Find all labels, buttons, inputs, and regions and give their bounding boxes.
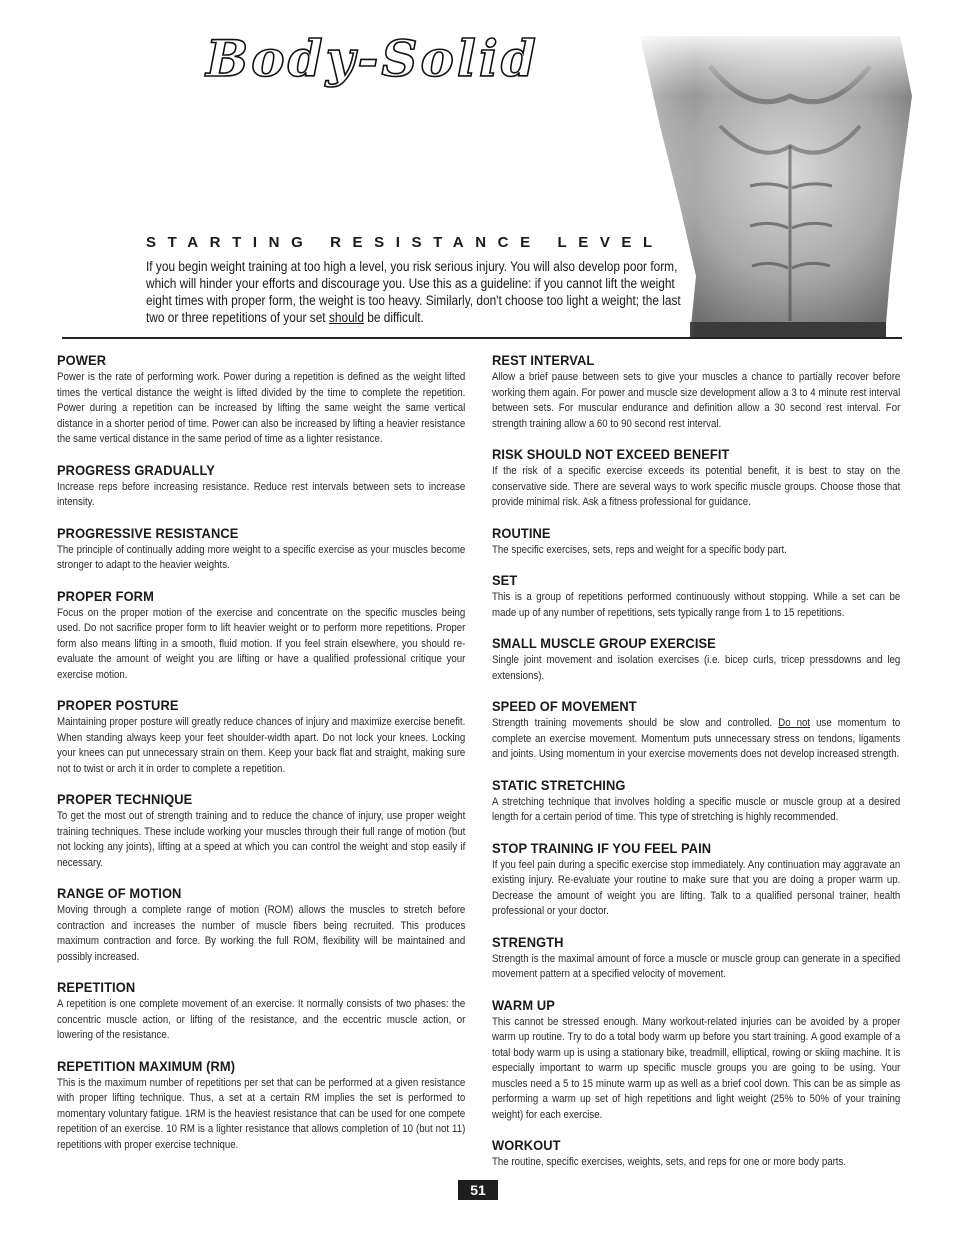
intro-text-part-2: be difficult. bbox=[363, 310, 424, 325]
glossary-term: RANGE OF MOTION bbox=[57, 885, 182, 901]
glossary-entry bbox=[57, 588, 465, 684]
section-intro bbox=[146, 258, 686, 326]
glossary-entry bbox=[492, 572, 900, 621]
glossary-term: SPEED OF MOVEMENT bbox=[492, 698, 637, 714]
glossary-left-column bbox=[57, 352, 465, 1167]
glossary-definition: Increase reps before increasing resistance. Reduce rest intervals between sets to increase intensity. bbox=[57, 480, 466, 508]
glossary-term: SMALL MUSCLE GROUP EXERCISE bbox=[492, 635, 716, 651]
glossary-entry bbox=[57, 525, 465, 574]
glossary-term: PROGRESSIVE RESISTANCE bbox=[57, 524, 239, 541]
glossary-entry bbox=[492, 352, 900, 432]
definition-emphasis: Do not bbox=[778, 717, 811, 729]
glossary-definition: To get the most out of strength training and to reduce the chance of injury, use proper weight training techniques. These include working your muscles through their full range of motion (but not locking any joints), lifting at a speed at which you can control the weight and stop easily if necessary. bbox=[57, 810, 466, 869]
glossary-entry bbox=[492, 777, 900, 826]
glossary-term: WORKOUT bbox=[492, 1137, 561, 1153]
glossary-entry bbox=[492, 840, 900, 920]
glossary-definition: Focus on the proper motion of the exercise and concentrate on the specific muscles being used. Do not sacrifice proper form to lift heavier weight or to perform more repetitions. Proper form also means lifting in a smooth, fluid motion. If you feel strain elsewhere, you should re-evaluate the amount of weight you are lifting or have a qualified professional critique your exercise motion. bbox=[57, 606, 466, 681]
glossary-entry bbox=[492, 698, 900, 763]
glossary-definition: The routine, specific exercises, weights, sets, and reps for one or more body parts. bbox=[492, 1156, 847, 1168]
section-divider bbox=[62, 337, 902, 339]
glossary-entry bbox=[57, 1058, 465, 1154]
section-title: STARTING RESISTANCE LEVEL bbox=[146, 234, 664, 251]
glossary-entry bbox=[57, 979, 465, 1044]
glossary-term: PROPER TECHNIQUE bbox=[57, 791, 193, 807]
intro-text-part-1: If you begin weight training at too high a level, you risk serious injury. You will also develop poor form, which will hinder your efforts and discourage you. Use this as a guideline: if you cannot lift the weight eight times with proper form, the weight is too heavy. Similarly, don't choose too light a weight; the last two or three repetitions of your set bbox=[146, 259, 681, 325]
glossary-entry bbox=[57, 462, 465, 511]
glossary-definition: If you feel pain during a specific exercise stop immediately. Any continuation may aggravate an existing injury. Re-evaluate your routine to make sure that you are doing a proper warm up. Decrease the amount of weight you are lifting. Talk to a qualified personal trainer, health professional or your doctor. bbox=[492, 858, 901, 917]
glossary-entry bbox=[492, 934, 900, 983]
glossary-entry bbox=[492, 525, 900, 559]
glossary-entry bbox=[492, 997, 900, 1124]
glossary-definition: If the risk of a specific exercise exceeds its potential benefit, it is best to stay on the conservative side. There are several ways to work specific muscle groups. Choose those that provide minimal risk. Ask a fitness professional for guidance. bbox=[492, 465, 901, 508]
glossary-definition: Single joint movement and isolation exercises (i.e. bicep curls, tricep pressdowns and leg extensions). bbox=[492, 654, 901, 682]
glossary-right-column bbox=[492, 352, 900, 1185]
glossary-term: RISK SHOULD NOT EXCEED BENEFIT bbox=[492, 446, 730, 462]
glossary-term: STOP TRAINING IF YOU FEEL PAIN bbox=[492, 839, 712, 856]
glossary-definition: Allow a brief pause between sets to give your muscles a chance to partially recover before working them again. For power and muscle size development allow a 3 to 4 minute rest interval between sets. For muscular endurance and definition allow a 30 second rest interval. For strength training allow a 60 to 90 second rest interval. bbox=[492, 371, 901, 430]
starting-resistance-section bbox=[146, 234, 686, 326]
glossary-entry bbox=[57, 885, 465, 965]
glossary-definition bbox=[492, 716, 900, 763]
glossary-term: PROPER POSTURE bbox=[57, 697, 179, 713]
glossary-term: REPETITION MAXIMUM (RM) bbox=[57, 1057, 236, 1074]
glossary-definition: Maintaining proper posture will greatly reduce chances of injury and maximize exercise benefit. When standing always keep your feet shoulder-width apart. Do not lock your knees. Locking your knees can put unnecessary strain on them. Keep your back flat and straight, making sure not to twist or arch it in order to complete a repetition. bbox=[57, 716, 466, 775]
page-number: 51 bbox=[458, 1180, 498, 1200]
glossary-term: SET bbox=[492, 572, 518, 588]
glossary-term: REPETITION bbox=[57, 979, 136, 995]
glossary-term: ROUTINE bbox=[492, 524, 551, 541]
definition-part-1: Strength training movements should be slow and controlled. bbox=[492, 717, 779, 729]
glossary-term: POWER bbox=[57, 352, 107, 368]
glossary-term: STRENGTH bbox=[492, 933, 564, 950]
glossary-entry bbox=[57, 697, 465, 777]
definition-part-2: use momentum to complete an exercise movement. Momentum puts unnecessary stress on tendons, ligaments and joints. Using momentum in your exercise movements does not develop increased strength. bbox=[492, 717, 901, 760]
glossary-term: STATIC STRETCHING bbox=[492, 776, 626, 793]
glossary-definition: This is a group of repetitions performed continuously without stopping. While a set can be made up of any number of repetitions, sets typically range from 1 to 15 repetitions. bbox=[492, 591, 901, 619]
glossary-definition: This is the maximum number of repetitions per set that can be performed at a given resistance with proper lifting technique. Thus, a set at a certain RM implies the set is performed to momentary voluntary fatigue. 1RM is the heaviest resistance that can be used for one compete repetition of an exercise. 10 RM is a lighter resistance that allows completion of 10 (but not 11) repetitions with proper exercise technique. bbox=[57, 1076, 466, 1151]
glossary-definition: A stretching technique that involves holding a specific muscle or muscle group at a desired length for a certain period of time. This type of stretching is highly recommended. bbox=[492, 795, 901, 823]
glossary-definition: Moving through a complete range of motion (ROM) allows the muscles to stretch before contraction and increases the number of muscle fibers being recruited. This produces maximum contraction and force. By working the full ROM, flexibility will be maintained and possibly increased. bbox=[57, 904, 466, 963]
glossary-entry bbox=[57, 791, 465, 871]
glossary-term: WARM UP bbox=[492, 996, 555, 1013]
glossary-term: REST INTERVAL bbox=[492, 352, 595, 368]
glossary-definition: A repetition is one complete movement of an exercise. It normally consists of two phases: the concentric muscle action, or lifting of the resistance, and the eccentric muscle action, or lowering of the resistance. bbox=[57, 998, 466, 1041]
glossary-definition: This cannot be stressed enough. Many workout-related injuries can be avoided by a proper warm up routine. Try to do a total body warm up before you start training. A good example of a total body warm up is using a stationary bike, treadmill, elliptical, rowing or skiing machine. It is especially important to warm up specific muscle groups you are going to be using. Your muscles need a 5 to 15 minute warm up as well as a brief cool down. This can be as simple as performing a warm up set of high repetitions and light weight (25% to 50% of your training weight) for each exercise. bbox=[492, 1015, 901, 1121]
glossary-entry bbox=[492, 446, 900, 511]
logo-text: Body-Solid bbox=[206, 29, 539, 88]
glossary-definition: Strength is the maximal amount of force a muscle or muscle group can generate in a specified movement pattern at a specified velocity of movement. bbox=[492, 952, 901, 980]
glossary-definition: Power is the rate of performing work. Power during a repetition is defined as the weight lifted times the vertical distance the weight is lifted divided by the time to complete the repetition. Power during a repetition can be increased by lifting the same weight the same vertical distance in a shorter period of time. Power can also be increased by lifting a heavier resistance the same vertical distance in the same period of time as a lighter resistance. bbox=[57, 371, 466, 445]
glossary-entry bbox=[492, 1137, 900, 1171]
logo-wordmark bbox=[200, 24, 539, 90]
glossary-entry bbox=[492, 635, 900, 684]
glossary-entry bbox=[57, 352, 465, 448]
glossary-definition: The specific exercises, sets, reps and weight for a specific body part. bbox=[492, 543, 787, 556]
glossary-definition: The principle of continually adding more weight to a specific exercise as your muscles become stronger to adapt to the heavier weights. bbox=[57, 543, 466, 571]
intro-emphasis: should bbox=[328, 310, 364, 325]
glossary-term: PROGRESS GRADUALLY bbox=[57, 461, 215, 478]
glossary-term: PROPER FORM bbox=[57, 587, 154, 604]
brand-logo bbox=[200, 24, 539, 90]
